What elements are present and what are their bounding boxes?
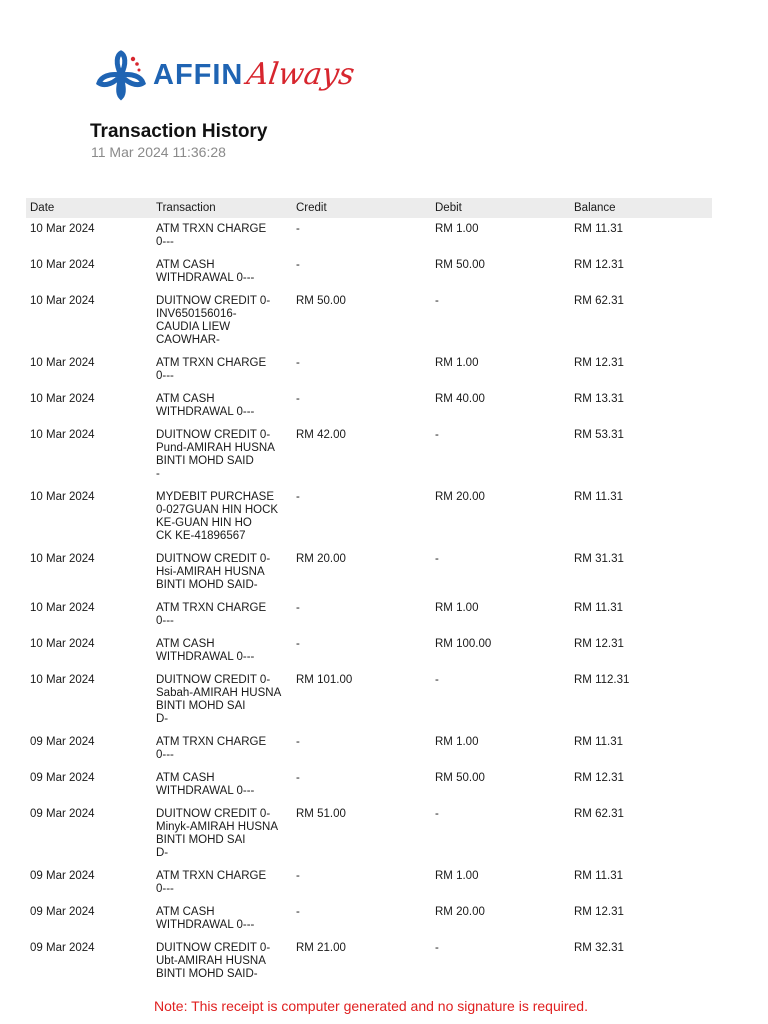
cell-balance: RM 62.31: [574, 295, 624, 307]
cell-credit: -: [296, 772, 300, 784]
cell-debit: RM 1.00: [435, 602, 479, 614]
cell-transaction: [152, 736, 292, 772]
transaction-line: DUITNOW CREDIT 0-: [156, 429, 271, 441]
transaction-line: ATM TRXN CHARGE: [156, 357, 267, 369]
cell-date: 10 Mar 2024: [30, 259, 95, 271]
cell-debit: RM 20.00: [435, 491, 485, 503]
cell-balance: RM 12.31: [574, 772, 624, 784]
table-row: [26, 491, 712, 553]
cell-date: 10 Mar 2024: [30, 674, 95, 686]
table-row: [26, 602, 712, 638]
cell-debit: RM 20.00: [435, 906, 485, 918]
table-row: [26, 906, 712, 942]
generated-datetime: 11 Mar 2024 11:36:28: [91, 144, 226, 160]
table-row: [26, 393, 712, 429]
transaction-line: ATM TRXN CHARGE: [156, 736, 267, 748]
transaction-line: Pund-AMIRAH HUSNA: [156, 442, 275, 454]
cell-credit: RM 20.00: [296, 553, 346, 565]
transaction-line: WITHDRAWAL 0---: [156, 272, 255, 284]
transaction-line: 0---: [156, 615, 174, 627]
cell-balance: RM 11.31: [574, 602, 624, 614]
transaction-line: ATM CASH: [156, 772, 215, 784]
bank-logo: [95, 48, 358, 102]
cell-credit: -: [296, 491, 300, 503]
table-row: [26, 736, 712, 772]
cell-credit: RM 42.00: [296, 429, 346, 441]
transaction-line: BINTI MOHD SAID: [156, 455, 254, 467]
cell-date: 10 Mar 2024: [30, 429, 95, 441]
transaction-line: ATM CASH: [156, 906, 215, 918]
cell-balance: RM 62.31: [574, 808, 624, 820]
cell-balance: RM 12.31: [574, 906, 624, 918]
cell-credit: -: [296, 638, 300, 650]
cell-debit: RM 50.00: [435, 259, 485, 271]
transaction-line: BINTI MOHD SAID-: [156, 968, 258, 980]
table-row: [26, 357, 712, 393]
cell-debit: RM 1.00: [435, 223, 479, 235]
transaction-line: INV650156016-: [156, 308, 237, 320]
table-row: [26, 218, 712, 259]
transaction-line: 0-027GUAN HIN HOCK: [156, 504, 279, 516]
cell-balance: RM 31.31: [574, 553, 624, 565]
cell-debit: -: [435, 429, 439, 441]
cell-transaction: [152, 772, 292, 808]
cell-balance: RM 11.31: [574, 223, 624, 235]
transaction-line: Minyk-AMIRAH HUSNA: [156, 821, 279, 833]
cell-debit: -: [435, 674, 439, 686]
transaction-line: WITHDRAWAL 0---: [156, 919, 255, 931]
cell-date: 09 Mar 2024: [30, 870, 95, 882]
cell-credit: -: [296, 259, 300, 271]
cell-credit: -: [296, 223, 300, 235]
transaction-line: MYDEBIT PURCHASE: [156, 491, 275, 503]
cell-date: 10 Mar 2024: [30, 638, 95, 650]
table-row: [26, 295, 712, 357]
transaction-line: WITHDRAWAL 0---: [156, 785, 255, 797]
header-balance: Balance: [570, 198, 712, 218]
header-credit: Credit: [292, 198, 431, 218]
transaction-line: 0---: [156, 749, 174, 761]
cell-balance: RM 11.31: [574, 491, 624, 503]
cell-debit: RM 40.00: [435, 393, 485, 405]
table-header-row: [26, 198, 712, 218]
transaction-line: BINTI MOHD SAID-: [156, 579, 258, 591]
cell-date: 10 Mar 2024: [30, 295, 95, 307]
transaction-line: WITHDRAWAL 0---: [156, 651, 255, 663]
transaction-line: DUITNOW CREDIT 0-: [156, 942, 271, 954]
cell-credit: RM 50.00: [296, 295, 346, 307]
table-row: [26, 772, 712, 808]
transaction-line: KE-GUAN HIN HO: [156, 517, 252, 529]
cell-credit: -: [296, 602, 300, 614]
transaction-line: CK KE-41896567: [156, 530, 246, 542]
cell-date: 10 Mar 2024: [30, 223, 95, 235]
cell-credit: -: [296, 736, 300, 748]
transaction-line: BINTI MOHD SAI: [156, 834, 246, 846]
cell-credit: RM 101.00: [296, 674, 353, 686]
transaction-table: [26, 198, 712, 991]
cell-transaction: [152, 808, 292, 870]
affin-flower-icon: [95, 49, 147, 101]
table-row: [26, 553, 712, 602]
cell-balance: RM 53.31: [574, 429, 624, 441]
cell-date: 09 Mar 2024: [30, 808, 95, 820]
header-debit: Debit: [431, 198, 570, 218]
cell-balance: RM 12.31: [574, 638, 624, 650]
transaction-line: ATM TRXN CHARGE: [156, 870, 267, 882]
cell-debit: -: [435, 808, 439, 820]
transaction-line: ATM CASH: [156, 393, 215, 405]
transaction-line: DUITNOW CREDIT 0-: [156, 553, 271, 565]
transaction-line: ATM TRXN CHARGE: [156, 602, 267, 614]
cell-debit: -: [435, 553, 439, 565]
cell-credit: -: [296, 906, 300, 918]
cell-debit: -: [435, 942, 439, 954]
transaction-line: DUITNOW CREDIT 0-: [156, 808, 271, 820]
transaction-line: Hsi-AMIRAH HUSNA: [156, 566, 265, 578]
cell-balance: RM 112.31: [574, 674, 630, 686]
cell-transaction: [152, 942, 292, 991]
cell-debit: RM 1.00: [435, 357, 479, 369]
cell-date: 09 Mar 2024: [30, 906, 95, 918]
cell-date: 10 Mar 2024: [30, 553, 95, 565]
cell-transaction: [152, 295, 292, 357]
transaction-line: DUITNOW CREDIT 0-: [156, 674, 271, 686]
cell-credit: -: [296, 393, 300, 405]
cell-date: 09 Mar 2024: [30, 736, 95, 748]
cell-credit: RM 21.00: [296, 942, 346, 954]
cell-balance: RM 11.31: [574, 870, 624, 882]
transaction-line: -: [156, 468, 160, 480]
cell-transaction: [152, 218, 292, 259]
transaction-line: CAUDIA LIEW: [156, 321, 231, 333]
transaction-line: BINTI MOHD SAI: [156, 700, 246, 712]
transaction-line: WITHDRAWAL 0---: [156, 406, 255, 418]
cell-transaction: [152, 491, 292, 553]
cell-transaction: [152, 429, 292, 491]
cell-debit: RM 1.00: [435, 736, 479, 748]
brand-tagline: Always: [244, 57, 358, 92]
cell-debit: RM 100.00: [435, 638, 492, 650]
cell-debit: RM 50.00: [435, 772, 485, 784]
cell-transaction: [152, 602, 292, 638]
cell-date: 09 Mar 2024: [30, 942, 95, 954]
cell-transaction: [152, 393, 292, 429]
cell-transaction: [152, 259, 292, 295]
transaction-line: 0---: [156, 236, 174, 248]
cell-balance: RM 11.31: [574, 736, 624, 748]
transaction-rows: [26, 218, 712, 991]
transaction-line: D-: [156, 713, 169, 725]
cell-transaction: [152, 553, 292, 602]
transaction-line: D-: [156, 847, 169, 859]
transaction-line: ATM CASH: [156, 259, 215, 271]
cell-date: 09 Mar 2024: [30, 772, 95, 784]
cell-debit: RM 1.00: [435, 870, 479, 882]
table-row: [26, 429, 712, 491]
header-date: Date: [26, 198, 152, 218]
table-row: [26, 808, 712, 870]
table-row: [26, 870, 712, 906]
cell-transaction: [152, 906, 292, 942]
table-row: [26, 674, 712, 736]
transaction-line: 0---: [156, 883, 174, 895]
cell-balance: RM 12.31: [574, 357, 624, 369]
transaction-line: DUITNOW CREDIT 0-: [156, 295, 271, 307]
cell-date: 10 Mar 2024: [30, 357, 95, 369]
table-row: [26, 942, 712, 991]
transaction-line: Ubt-AMIRAH HUSNA: [156, 955, 266, 967]
cell-date: 10 Mar 2024: [30, 602, 95, 614]
footer-note: Note: This receipt is computer generated and no signature is required.: [154, 998, 588, 1014]
cell-credit: -: [296, 357, 300, 369]
cell-transaction: [152, 638, 292, 674]
cell-balance: RM 32.31: [574, 942, 624, 954]
cell-credit: -: [296, 870, 300, 882]
brand-name: AFFIN: [153, 58, 244, 91]
cell-transaction: [152, 357, 292, 393]
cell-balance: RM 13.31: [574, 393, 624, 405]
cell-transaction: [152, 674, 292, 736]
cell-transaction: [152, 870, 292, 906]
transaction-line: 0---: [156, 370, 174, 382]
transaction-line: ATM CASH: [156, 638, 215, 650]
cell-credit: RM 51.00: [296, 808, 346, 820]
page-title: Transaction History: [90, 121, 268, 142]
header-transaction: Transaction: [152, 198, 292, 218]
cell-date: 10 Mar 2024: [30, 491, 95, 503]
transaction-line: ATM TRXN CHARGE: [156, 223, 267, 235]
transaction-line: Sabah-AMIRAH HUSNA: [156, 687, 282, 699]
cell-balance: RM 12.31: [574, 259, 624, 271]
table-row: [26, 638, 712, 674]
cell-debit: -: [435, 295, 439, 307]
cell-date: 10 Mar 2024: [30, 393, 95, 405]
table-row: [26, 259, 712, 295]
transaction-line: CAOWHAR-: [156, 334, 220, 346]
